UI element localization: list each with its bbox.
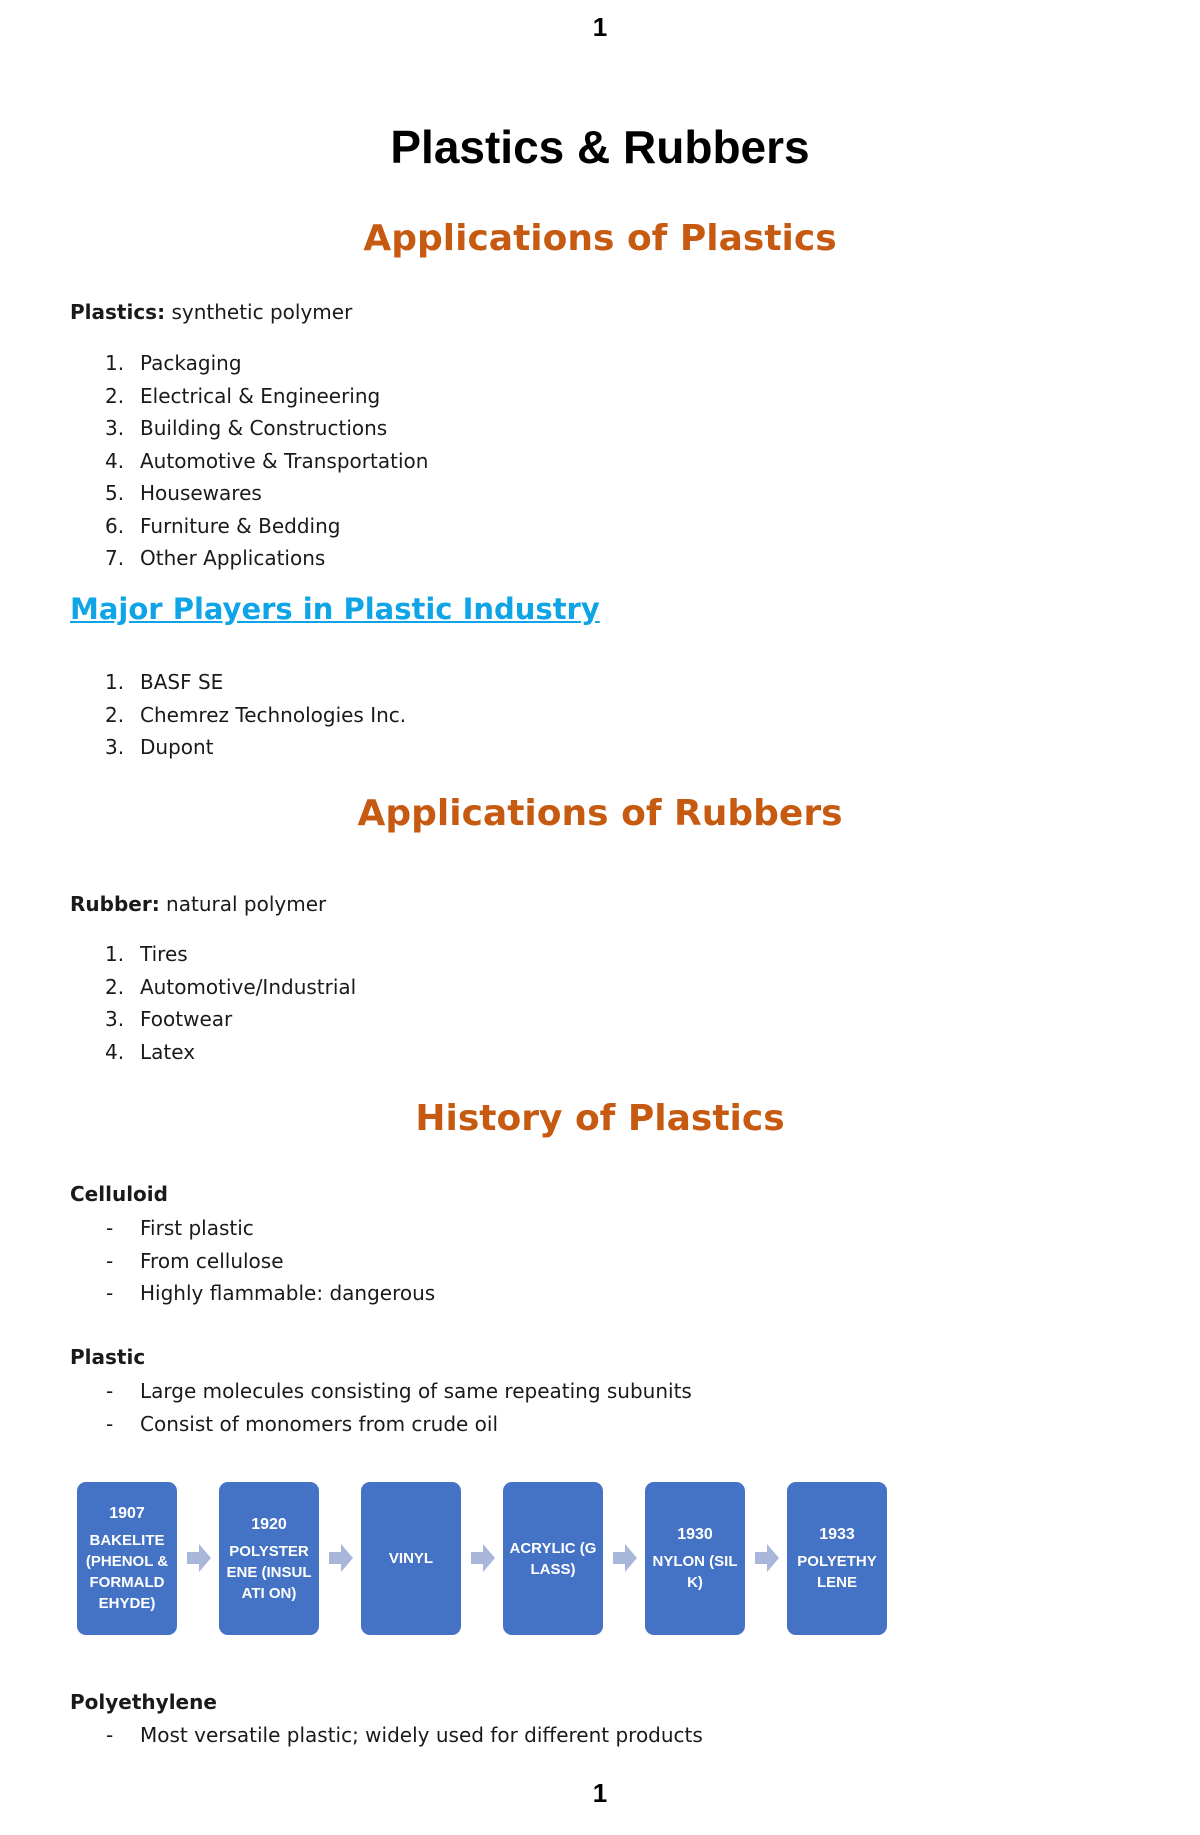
celluloid-label: Celluloid	[70, 1182, 168, 1206]
list-number: 4.	[105, 1039, 125, 1064]
timeline-name: BAKELITE (PHENOL & FORMALD EHYDE)	[85, 1532, 169, 1612]
list-number: 3.	[105, 416, 125, 440]
bullet-dash: -	[106, 1379, 114, 1403]
arrow-right-icon	[187, 1544, 211, 1572]
list-text: BASF SE	[140, 670, 224, 694]
timeline-year: 1907	[109, 1505, 145, 1522]
list-text: Latex	[140, 1039, 196, 1064]
list-text: First plastic	[140, 1216, 254, 1240]
timeline-box-bakelite	[77, 1482, 177, 1635]
arrow-right-icon	[329, 1544, 353, 1572]
list-number: 2.	[105, 383, 125, 408]
list-text: Automotive & Transportation	[140, 448, 429, 473]
list-text: Housewares	[140, 481, 262, 505]
timeline-name: ACRYLIC (GLASS)	[509, 1539, 597, 1578]
rubbers-heading: Applications of Rubbers	[357, 793, 843, 834]
plastics-timeline	[0, 1482, 1200, 1637]
list-text: Footwear	[140, 1007, 233, 1031]
list-number: 1.	[105, 670, 125, 694]
timeline-box-acrylic	[503, 1482, 603, 1635]
list-text: Other Applications	[140, 546, 326, 570]
list-number: 4.	[105, 448, 125, 473]
timeline-box-nylon	[645, 1482, 745, 1635]
list-text: Tires	[140, 942, 188, 966]
bullet-dash: -	[106, 1411, 114, 1436]
plastic-label: Plastic	[70, 1345, 146, 1369]
arrow-right-icon	[613, 1544, 637, 1572]
page-title: Plastics & Rubbers	[390, 121, 810, 173]
list-number: 2.	[105, 702, 125, 727]
arrow-right-icon	[471, 1544, 495, 1572]
arrow-right-icon	[755, 1544, 779, 1572]
rubbers-definition	[70, 892, 326, 916]
list-text: Consist of monomers from crude oil	[140, 1411, 499, 1436]
history-heading: History of Plastics	[415, 1098, 785, 1139]
timeline-year: 1930	[677, 1526, 713, 1543]
list-text: Furniture & Bedding	[140, 513, 341, 538]
timeline-name: POLYSTER ENE (INSULATI ON)	[226, 1542, 312, 1602]
plastics-definition-label: Plastics:	[70, 300, 166, 324]
list-number: 3.	[105, 1007, 125, 1031]
list-text: Packaging	[140, 351, 242, 375]
plastics-definition-text: synthetic polymer	[165, 300, 353, 324]
list-text: From cellulose	[140, 1248, 284, 1273]
page-number-top: 1	[592, 12, 608, 42]
bullet-dash: -	[106, 1281, 114, 1305]
list-text: Most versatile plastic; widely used for different products	[140, 1723, 703, 1747]
list-number: 1.	[105, 942, 125, 966]
rubbers-definition-text: natural polymer	[159, 892, 327, 916]
timeline-year: 1920	[251, 1515, 287, 1533]
list-text: Automotive/Industrial	[140, 974, 357, 999]
list-text: Dupont	[140, 735, 214, 759]
list-number: 6.	[105, 513, 125, 538]
timeline-box-polysterene	[219, 1482, 319, 1635]
timeline-box-polyethylene	[787, 1482, 887, 1635]
timeline-name: VINYL	[388, 1550, 434, 1567]
list-number: 2.	[105, 974, 125, 999]
plastics-heading: Applications of Plastics	[363, 218, 837, 259]
list-number: 5.	[105, 481, 125, 505]
page-number-bottom: 1	[592, 1778, 608, 1808]
rubbers-definition-label: Rubber:	[70, 892, 160, 916]
list-text: Building & Constructions	[140, 416, 388, 440]
plastics-definition	[70, 300, 352, 324]
timeline-year: 1933	[819, 1526, 855, 1543]
timeline-name: POLYETHY LENE	[797, 1553, 877, 1591]
list-text: Highly flammable: dangerous	[140, 1281, 436, 1305]
timeline-name: NYLON (SILK)	[652, 1553, 738, 1591]
major-players-heading-link[interactable]: Major Players in Plastic Industry	[70, 592, 600, 626]
bullet-dash: -	[106, 1723, 114, 1747]
bullet-dash: -	[106, 1216, 114, 1240]
timeline-box-vinyl	[361, 1482, 461, 1635]
list-text: Chemrez Technologies Inc.	[140, 702, 407, 727]
list-number: 1.	[105, 351, 125, 375]
list-text: Large molecules consisting of same repeating subunits	[140, 1379, 692, 1403]
list-number: 7.	[105, 546, 125, 570]
bullet-dash: -	[106, 1248, 114, 1273]
list-text: Electrical & Engineering	[140, 383, 381, 408]
list-number: 3.	[105, 735, 125, 759]
polyethylene-label: Polyethylene	[70, 1690, 217, 1714]
